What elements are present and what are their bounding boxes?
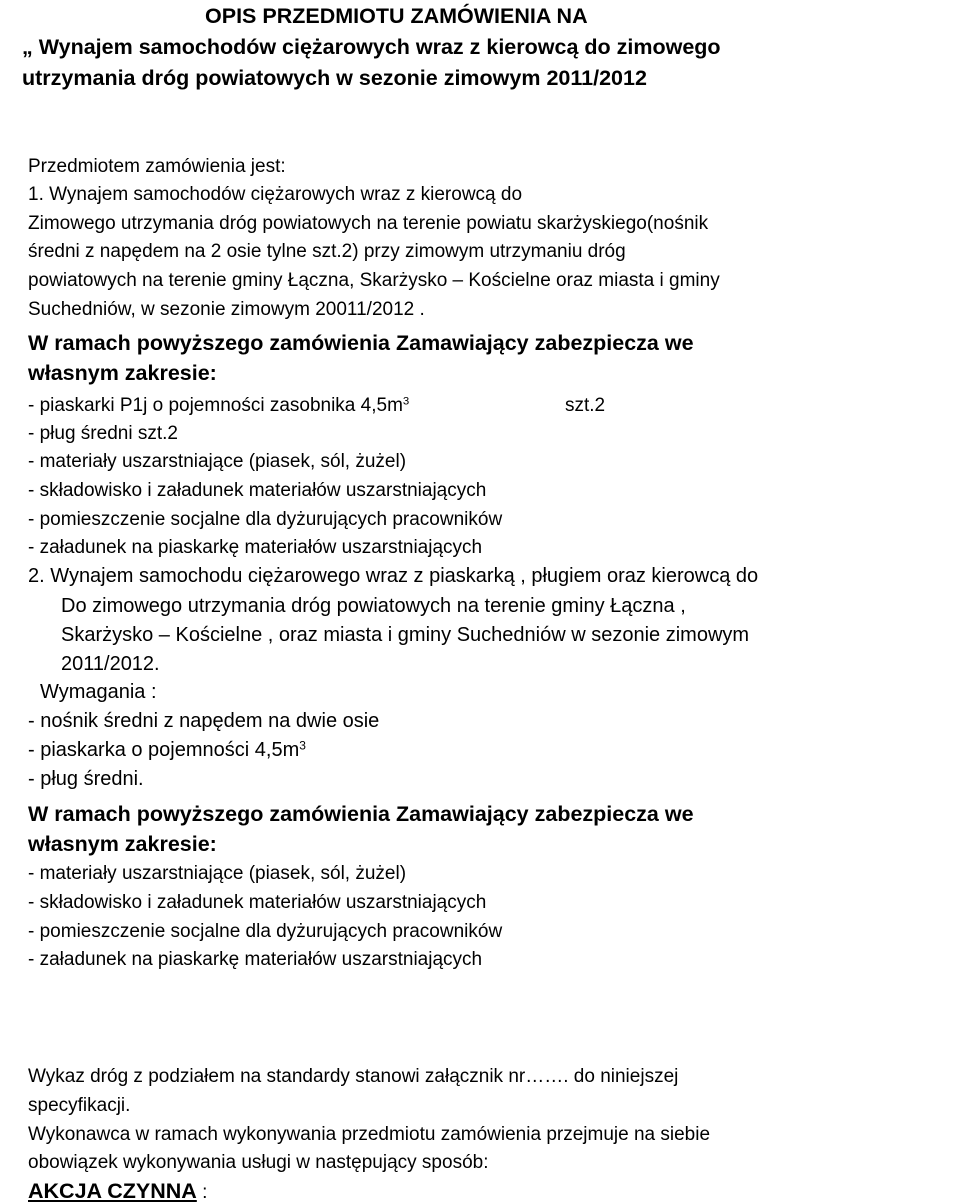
list-item: - materiały uszarstniające (piasek, sól, żużel) xyxy=(28,863,407,884)
title-line-1: OPIS PRZEDMIOTU ZAMÓWIENIA NA xyxy=(205,4,588,28)
section2-line: 2011/2012. xyxy=(61,653,160,675)
superscript-3: 3 xyxy=(402,395,410,408)
wykaz-line-1: Wykaz dróg z podziałem na standardy stanowi załącznik nr……. do niniejszej xyxy=(28,1066,679,1087)
section2-line: Do zimowego utrzymania dróg powiatowych na terenie gminy Łączna , xyxy=(61,595,686,617)
akcja-czynna-label: AKCJA CZYNNA xyxy=(28,1179,197,1203)
list-item: - pomieszczenie socjalne dla dyżurujących pracowników xyxy=(28,921,503,942)
section1-line: powiatowych na terenie gminy Łączna, Skarżysko – Kościelne oraz miasta i gminy xyxy=(28,270,720,291)
section1-heading-line-2: własnym zakresie: xyxy=(28,361,217,385)
section2-line: 2. Wynajem samochodu ciężarowego wraz z piaskarką , pługiem oraz kierowcą do xyxy=(28,565,759,587)
akcja-czynna-suffix: : xyxy=(196,1182,208,1203)
list-item: - składowisko i załadunek materiałów uszarstniających xyxy=(28,480,487,501)
list-item: - pomieszczenie socjalne dla dyżurujących pracowników xyxy=(28,509,503,530)
title-line-3: utrzymania dróg powiatowych w sezonie zimowym 2011/2012 xyxy=(22,66,647,90)
section1-line: średni z napędem na 2 osie tylne szt.2) przy zimowym utrzymaniu dróg xyxy=(28,241,626,262)
wykonawca-line-1: Wykonawca w ramach wykonywania przedmiotu zamówienia przejmuje na siebie xyxy=(28,1124,711,1145)
superscript-3: 3 xyxy=(299,738,306,753)
title-line-2: „ Wynajem samochodów ciężarowych wraz z kierowcą do zimowego xyxy=(22,35,721,59)
list-item: - załadunek na piaskarkę materiałów uszarstniających xyxy=(28,949,483,970)
section1-line: 1. Wynajem samochodów ciężarowych wraz z kierowcą do xyxy=(28,184,523,205)
akcja-czynna-line xyxy=(28,1179,207,1204)
list-item: - materiały uszarstniające (piasek, sól, żużel) xyxy=(28,451,407,472)
wykonawca-line-2: obowiązek wykonywania usługi w następujący sposób: xyxy=(28,1152,489,1173)
piaskarki-text: - piaskarki P1j o pojemności zasobnika 4,5m xyxy=(28,395,403,416)
piaskarki-item xyxy=(28,395,409,417)
list-item: - składowisko i załadunek materiałów uszarstniających xyxy=(28,892,487,913)
section1-heading-line-1: W ramach powyższego zamówienia Zamawiający zabezpiecza we xyxy=(28,331,694,355)
plug-item: - pług średni szt.2 xyxy=(28,423,178,444)
section2-line: Skarżysko – Kościelne , oraz miasta i gminy Suchedniów w sezonie zimowym xyxy=(61,624,750,646)
section2-heading-line-2: własnym zakresie: xyxy=(28,832,217,856)
wykaz-line-2: specyfikacji. xyxy=(28,1095,131,1116)
requirements-label: Wymagania : xyxy=(40,681,157,703)
requirement-item xyxy=(28,739,306,762)
requirement-item: - nośnik średni z napędem na dwie osie xyxy=(28,710,380,732)
requirement-piaskarka-text: - piaskarka o pojemności 4,5m xyxy=(28,739,300,761)
section1-line: Zimowego utrzymania dróg powiatowych na terenie powiatu skarżyskiego(nośnik xyxy=(28,213,709,234)
requirement-item: - pług średni. xyxy=(28,768,144,790)
section2-heading-line-1: W ramach powyższego zamówienia Zamawiający zabezpiecza we xyxy=(28,802,694,826)
list-item: - załadunek na piaskarkę materiałów uszarstniających xyxy=(28,537,483,558)
piaskarki-quantity: szt.2 xyxy=(565,395,606,416)
intro-text: Przedmiotem zamówienia jest: xyxy=(28,156,286,177)
section1-line: Suchedniów, w sezonie zimowym 20011/2012 . xyxy=(28,299,425,320)
